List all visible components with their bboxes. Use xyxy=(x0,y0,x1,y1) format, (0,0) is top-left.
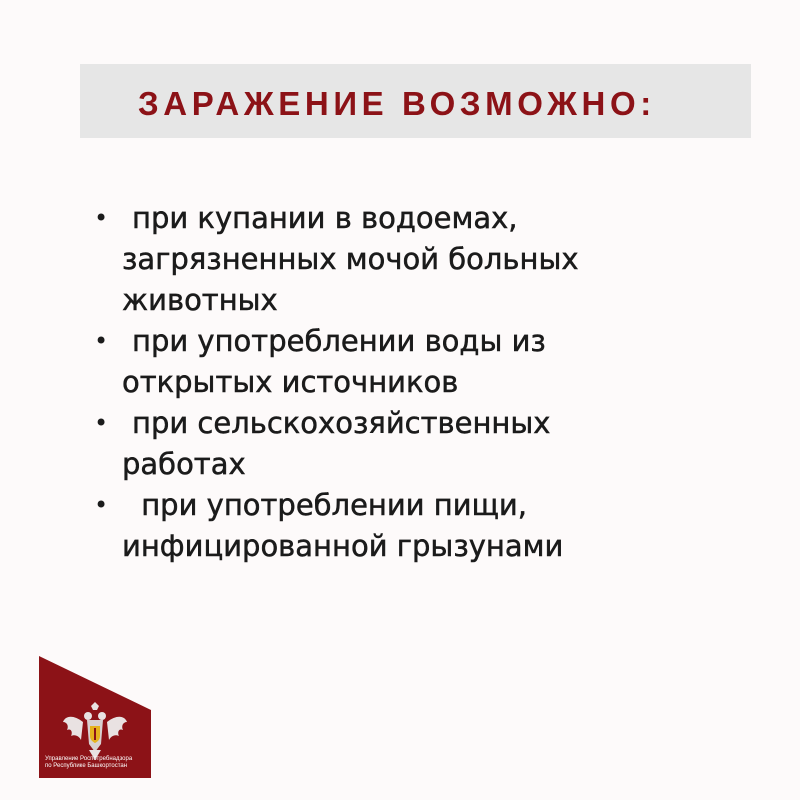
bullet-dot: • xyxy=(94,409,109,437)
list-item-line: при купании в водоемах, xyxy=(132,201,518,235)
list-item xyxy=(94,198,579,321)
page-title: ЗАРАЖЕНИЕ ВОЗМОЖНО: xyxy=(138,85,656,122)
list-item-line: открытых источников xyxy=(122,365,459,399)
list-item-line: при сельскохозяйственных xyxy=(132,406,551,440)
bullet-dot: • xyxy=(94,204,109,232)
list-item xyxy=(94,403,579,485)
bullet-dot: • xyxy=(94,491,109,519)
list-item xyxy=(94,321,579,403)
list-item-line: работах xyxy=(122,447,246,481)
list-item-line: животных xyxy=(122,283,278,317)
list-item-line: инфицированной грызунами xyxy=(122,529,564,563)
logo-caption-line: по Республике Башкортостан xyxy=(45,763,128,769)
list-item xyxy=(94,485,579,567)
bullet-list xyxy=(94,198,579,567)
logo-caption-line: Управление Роспотребнадзора xyxy=(45,756,133,762)
bullet-dot: • xyxy=(94,327,109,355)
rospotrebnadzor-logo xyxy=(39,656,151,778)
list-item-line: загрязненных мочой больных xyxy=(122,242,579,276)
list-item-line: при употреблении пищи, xyxy=(132,488,527,522)
logo-caption xyxy=(45,756,132,770)
list-item-line: при употреблении воды из xyxy=(132,324,546,358)
